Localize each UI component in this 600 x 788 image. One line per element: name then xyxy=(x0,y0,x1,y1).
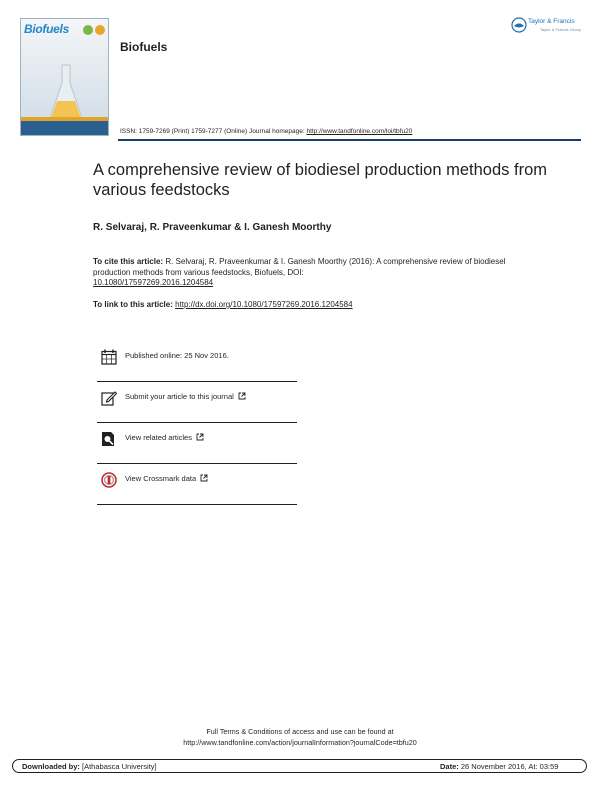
related-row[interactable] xyxy=(97,431,297,471)
cover-dot-icon xyxy=(83,25,93,35)
info-divider xyxy=(97,422,297,423)
cover-dot-icon xyxy=(95,25,105,35)
cover-band xyxy=(21,121,108,135)
crossmark-link[interactable] xyxy=(125,474,208,483)
issn-text: ISSN: 1759-7269 (Print) 1759-7277 (Online) Journal homepage: xyxy=(120,128,307,135)
published-row xyxy=(97,349,297,389)
crossmark-row[interactable] xyxy=(97,472,297,512)
citation-text: R. Selvaraj, R. Praveenkumar & I. Ganesh Moorthy (2016): A comprehensive review of biodiesel production methods from various feedstocks, Biofuels, DOI: xyxy=(93,257,506,277)
article-authors: R. Selvaraj, R. Praveenkumar & I. Ganesh Moorthy xyxy=(93,222,332,233)
crossmark-label: View Crossmark data xyxy=(125,474,197,483)
external-link-icon xyxy=(200,474,208,482)
terms-line: Full Terms & Conditions of access and use can be found at xyxy=(206,727,394,736)
date-value: 26 November 2016, At: 03:59 xyxy=(458,762,559,771)
article-title: A comprehensive review of biodiesel production methods from various feedstocks xyxy=(93,161,547,199)
cover-title: Biofuels xyxy=(24,22,69,36)
link-label: To link to this article: xyxy=(93,300,176,309)
related-articles-link[interactable] xyxy=(125,433,204,442)
citation-label: To cite this article: xyxy=(93,257,164,266)
submit-row[interactable] xyxy=(97,390,297,430)
info-divider xyxy=(97,381,297,382)
downloaded-value: [Athabasca University] xyxy=(79,762,157,771)
journal-homepage-link[interactable]: http://www.tandfonline.com/loi/tbfu20 xyxy=(306,128,413,135)
published-date: Published online: 25 Nov 2016. xyxy=(125,351,229,360)
article-link-line xyxy=(93,300,353,309)
download-date xyxy=(440,762,558,771)
header-divider xyxy=(118,139,581,141)
date-label: Date: xyxy=(440,762,459,771)
publisher-logo-icon xyxy=(511,17,527,33)
terms-footer xyxy=(0,727,600,748)
citation-block xyxy=(93,257,523,289)
external-link-icon xyxy=(238,392,246,400)
citation-doi-link[interactable]: 10.1080/17597269.2016.1204584 xyxy=(93,278,214,287)
terms-url[interactable]: http://www.tandfonline.com/action/journalInformation?journalCode=tbfu20 xyxy=(183,737,417,747)
journal-name: Biofuels xyxy=(120,40,168,54)
issn-line xyxy=(120,128,412,135)
article-doi-link[interactable]: http://dx.doi.org/10.1080/17597269.2016.1204584 xyxy=(175,300,353,309)
publisher-logo-subtext: Taylor & Francis Group xyxy=(540,27,581,32)
info-divider xyxy=(97,504,297,505)
journal-cover xyxy=(20,18,109,136)
external-link-icon xyxy=(196,433,204,441)
downloaded-by xyxy=(22,762,157,771)
calendar-icon xyxy=(101,349,117,365)
search-document-icon xyxy=(101,431,117,447)
info-divider xyxy=(97,463,297,464)
related-articles-label: View related articles xyxy=(125,433,192,442)
edit-icon xyxy=(101,390,117,406)
publisher-logo-text: Taylor & Francis xyxy=(528,18,575,25)
submit-article-link[interactable] xyxy=(125,392,246,401)
submit-article-label: Submit your article to this journal xyxy=(125,392,234,401)
crossmark-icon xyxy=(101,472,117,488)
flask-icon xyxy=(49,63,83,121)
downloaded-label: Downloaded by: xyxy=(22,762,80,771)
